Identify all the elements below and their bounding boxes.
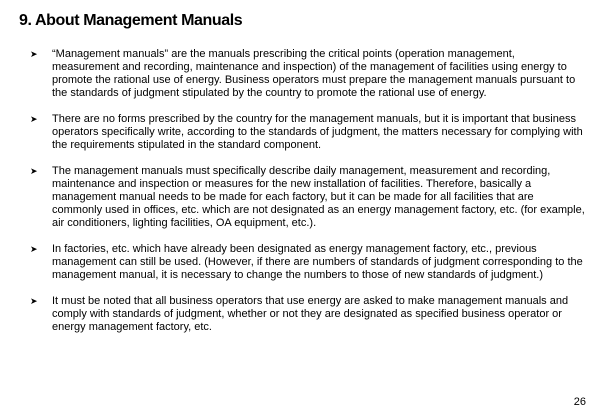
arrowhead-bullet-icon: ➤ — [30, 244, 38, 254]
list-item — [30, 165, 585, 230]
page-number: 26 — [573, 396, 586, 408]
arrowhead-bullet-icon: ➤ — [30, 166, 38, 176]
list-item — [30, 113, 585, 152]
arrowhead-bullet-icon: ➤ — [30, 114, 38, 124]
arrowhead-bullet-icon: ➤ — [30, 49, 38, 59]
list-item — [30, 48, 585, 100]
bullet-text: In factories, etc. which have already been designated as energy management factory, etc., previous management can still be used. (However, if there are numbers of standards of judgment corresponding to the management manual, it is necessary to change the numbers to those of new standards of judgment.) — [52, 243, 583, 281]
arrowhead-bullet-icon: ➤ — [30, 296, 38, 306]
bullet-text: “Management manuals” are the manuals prescribing the critical points (operation management, measurement and recording, maintenance and inspection) of the management of facilities using energy to promote the rational use of energy. Business operators must prepare the management manuals pursuant to the standards of judgment stipulated by the country to promote the rational use of energy. — [52, 48, 576, 99]
bullet-text: There are no forms prescribed by the country for the management manuals, but it is important that business operators specifically write, according to the standards of judgment, the matters necessary for complying with the requirements stipulated in the standard component. — [52, 113, 583, 151]
bullet-list — [30, 48, 585, 347]
list-item — [30, 243, 585, 282]
slide-title: 9. About Management Manuals — [19, 12, 243, 29]
bullet-text: The management manuals must specifically describe daily management, measurement and recording, maintenance and inspection or measures for the new installation of facilities. Therefore, basically a management manual needs to be made for each factory, but it can be made for all facilities that are commonly used in offices, etc. which are not designated as an energy management factory, etc. (for example, air conditioners, lighting facilities, OA equipment, etc.). — [52, 165, 585, 229]
bullet-text: It must be noted that all business operators that use energy are asked to make management manuals and comply with standards of judgment, whether or not they are designated as specified business operator or energy management factory, etc. — [52, 295, 569, 333]
list-item — [30, 295, 585, 334]
